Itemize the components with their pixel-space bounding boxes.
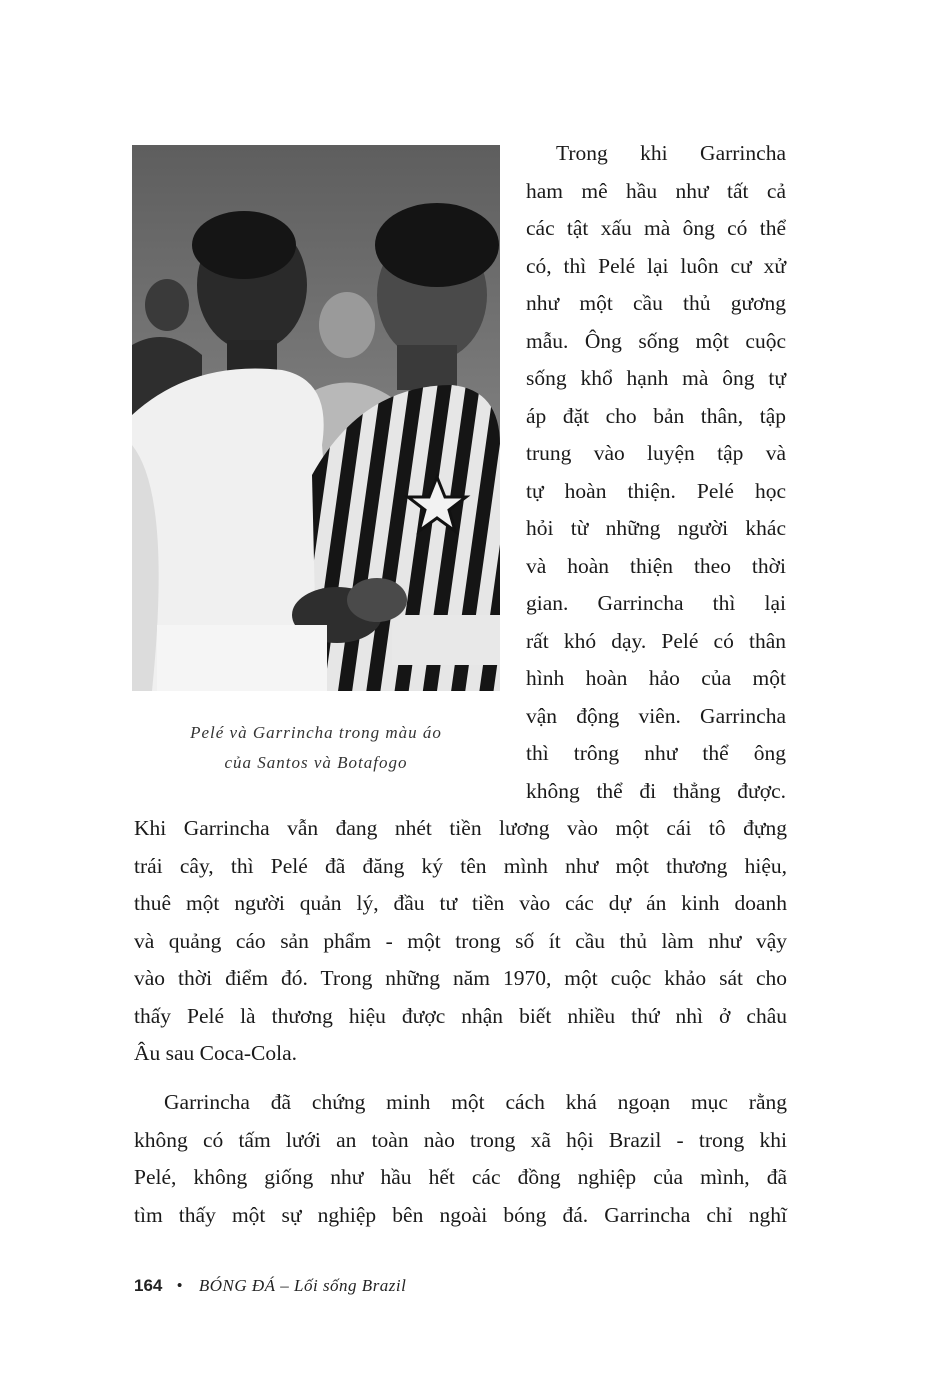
text-line: mẫu. Ông sống một cuộc — [526, 328, 786, 353]
paragraph-1 — [134, 810, 787, 1073]
text-line: thì trông như thể ông — [526, 741, 786, 765]
text-line: không có tấm lưới an toàn nào trong xã hội Brazil - trong khi — [134, 1127, 787, 1152]
text-line: tự hoàn thiện. Pelé học — [526, 478, 786, 503]
text-line: Trong khi Garrincha — [556, 141, 786, 165]
side-column-text — [526, 135, 786, 810]
text-line: các tật xấu mà ông có thể — [526, 216, 786, 240]
text-line: trái cây, thì Pelé đã đăng ký tên mình như một thương hiệu, — [134, 853, 787, 878]
text-line: không thể đi thẳng được. — [526, 778, 786, 803]
text-line: Âu sau Coca-Cola. — [134, 1041, 298, 1065]
text-line: có, thì Pelé lại luôn cư xử — [526, 253, 786, 278]
running-title: BÓNG ĐÁ – Lối sống Brazil — [198, 1276, 407, 1295]
text-line: sống khổ hạnh mà ông tự — [526, 366, 786, 390]
text-line: hình hoàn hảo của một — [526, 666, 786, 690]
paragraph-2 — [134, 1084, 787, 1234]
bullet-separator: • — [176, 1276, 183, 1295]
caption-line: của Santos và Botafogo — [224, 753, 408, 772]
text-line: Garrincha đã chứng minh một cách khá ngoạn mục rằng — [164, 1090, 787, 1114]
text-line: hỏi từ những người khác — [526, 516, 786, 540]
text-line: gian. Garrincha thì lại — [526, 591, 786, 615]
text-line: trung vào luyện tập và — [526, 441, 786, 465]
text-line: và hoàn thiện theo thời — [526, 553, 786, 578]
text-line: thuê một người quản lý, đầu tư tiền vào các dự án kinh doanh — [134, 891, 787, 915]
text-line: và quảng cáo sản phẩm - một trong số ít cầu thủ làm như vậy — [134, 928, 787, 953]
text-line: rất khó dạy. Pelé có thân — [526, 628, 786, 653]
photo-caption — [132, 718, 500, 778]
photo-pele-garrincha — [132, 145, 500, 691]
text-line: Pelé, không giống như hầu hết các đồng nghiệp của mình, đã — [134, 1165, 787, 1189]
text-line: tìm thấy một sự nghiệp bên ngoài bóng đá. Garrincha chỉ nghĩ — [134, 1202, 787, 1227]
text-line: như một cầu thủ gương — [526, 291, 786, 315]
photo-illustration — [132, 145, 500, 691]
text-line: ham mê hầu như tất cả — [526, 178, 786, 203]
text-line: vận động viên. Garrincha — [526, 703, 786, 728]
caption-line: Pelé và Garrincha trong màu áo — [190, 723, 442, 742]
text-line: vào thời điểm đó. Trong những năm 1970, một cuộc khảo sát cho — [134, 966, 787, 990]
page-number: 164 — [134, 1276, 163, 1295]
text-line: Khi Garrincha vẫn đang nhét tiền lương vào một cái tô đựng — [134, 816, 787, 840]
text-line: thấy Pelé là thương hiệu được nhận biết nhiều thứ nhì ở châu — [134, 1003, 787, 1028]
page-footer — [134, 1276, 406, 1296]
text-line: áp đặt cho bản thân, tập — [526, 403, 786, 428]
